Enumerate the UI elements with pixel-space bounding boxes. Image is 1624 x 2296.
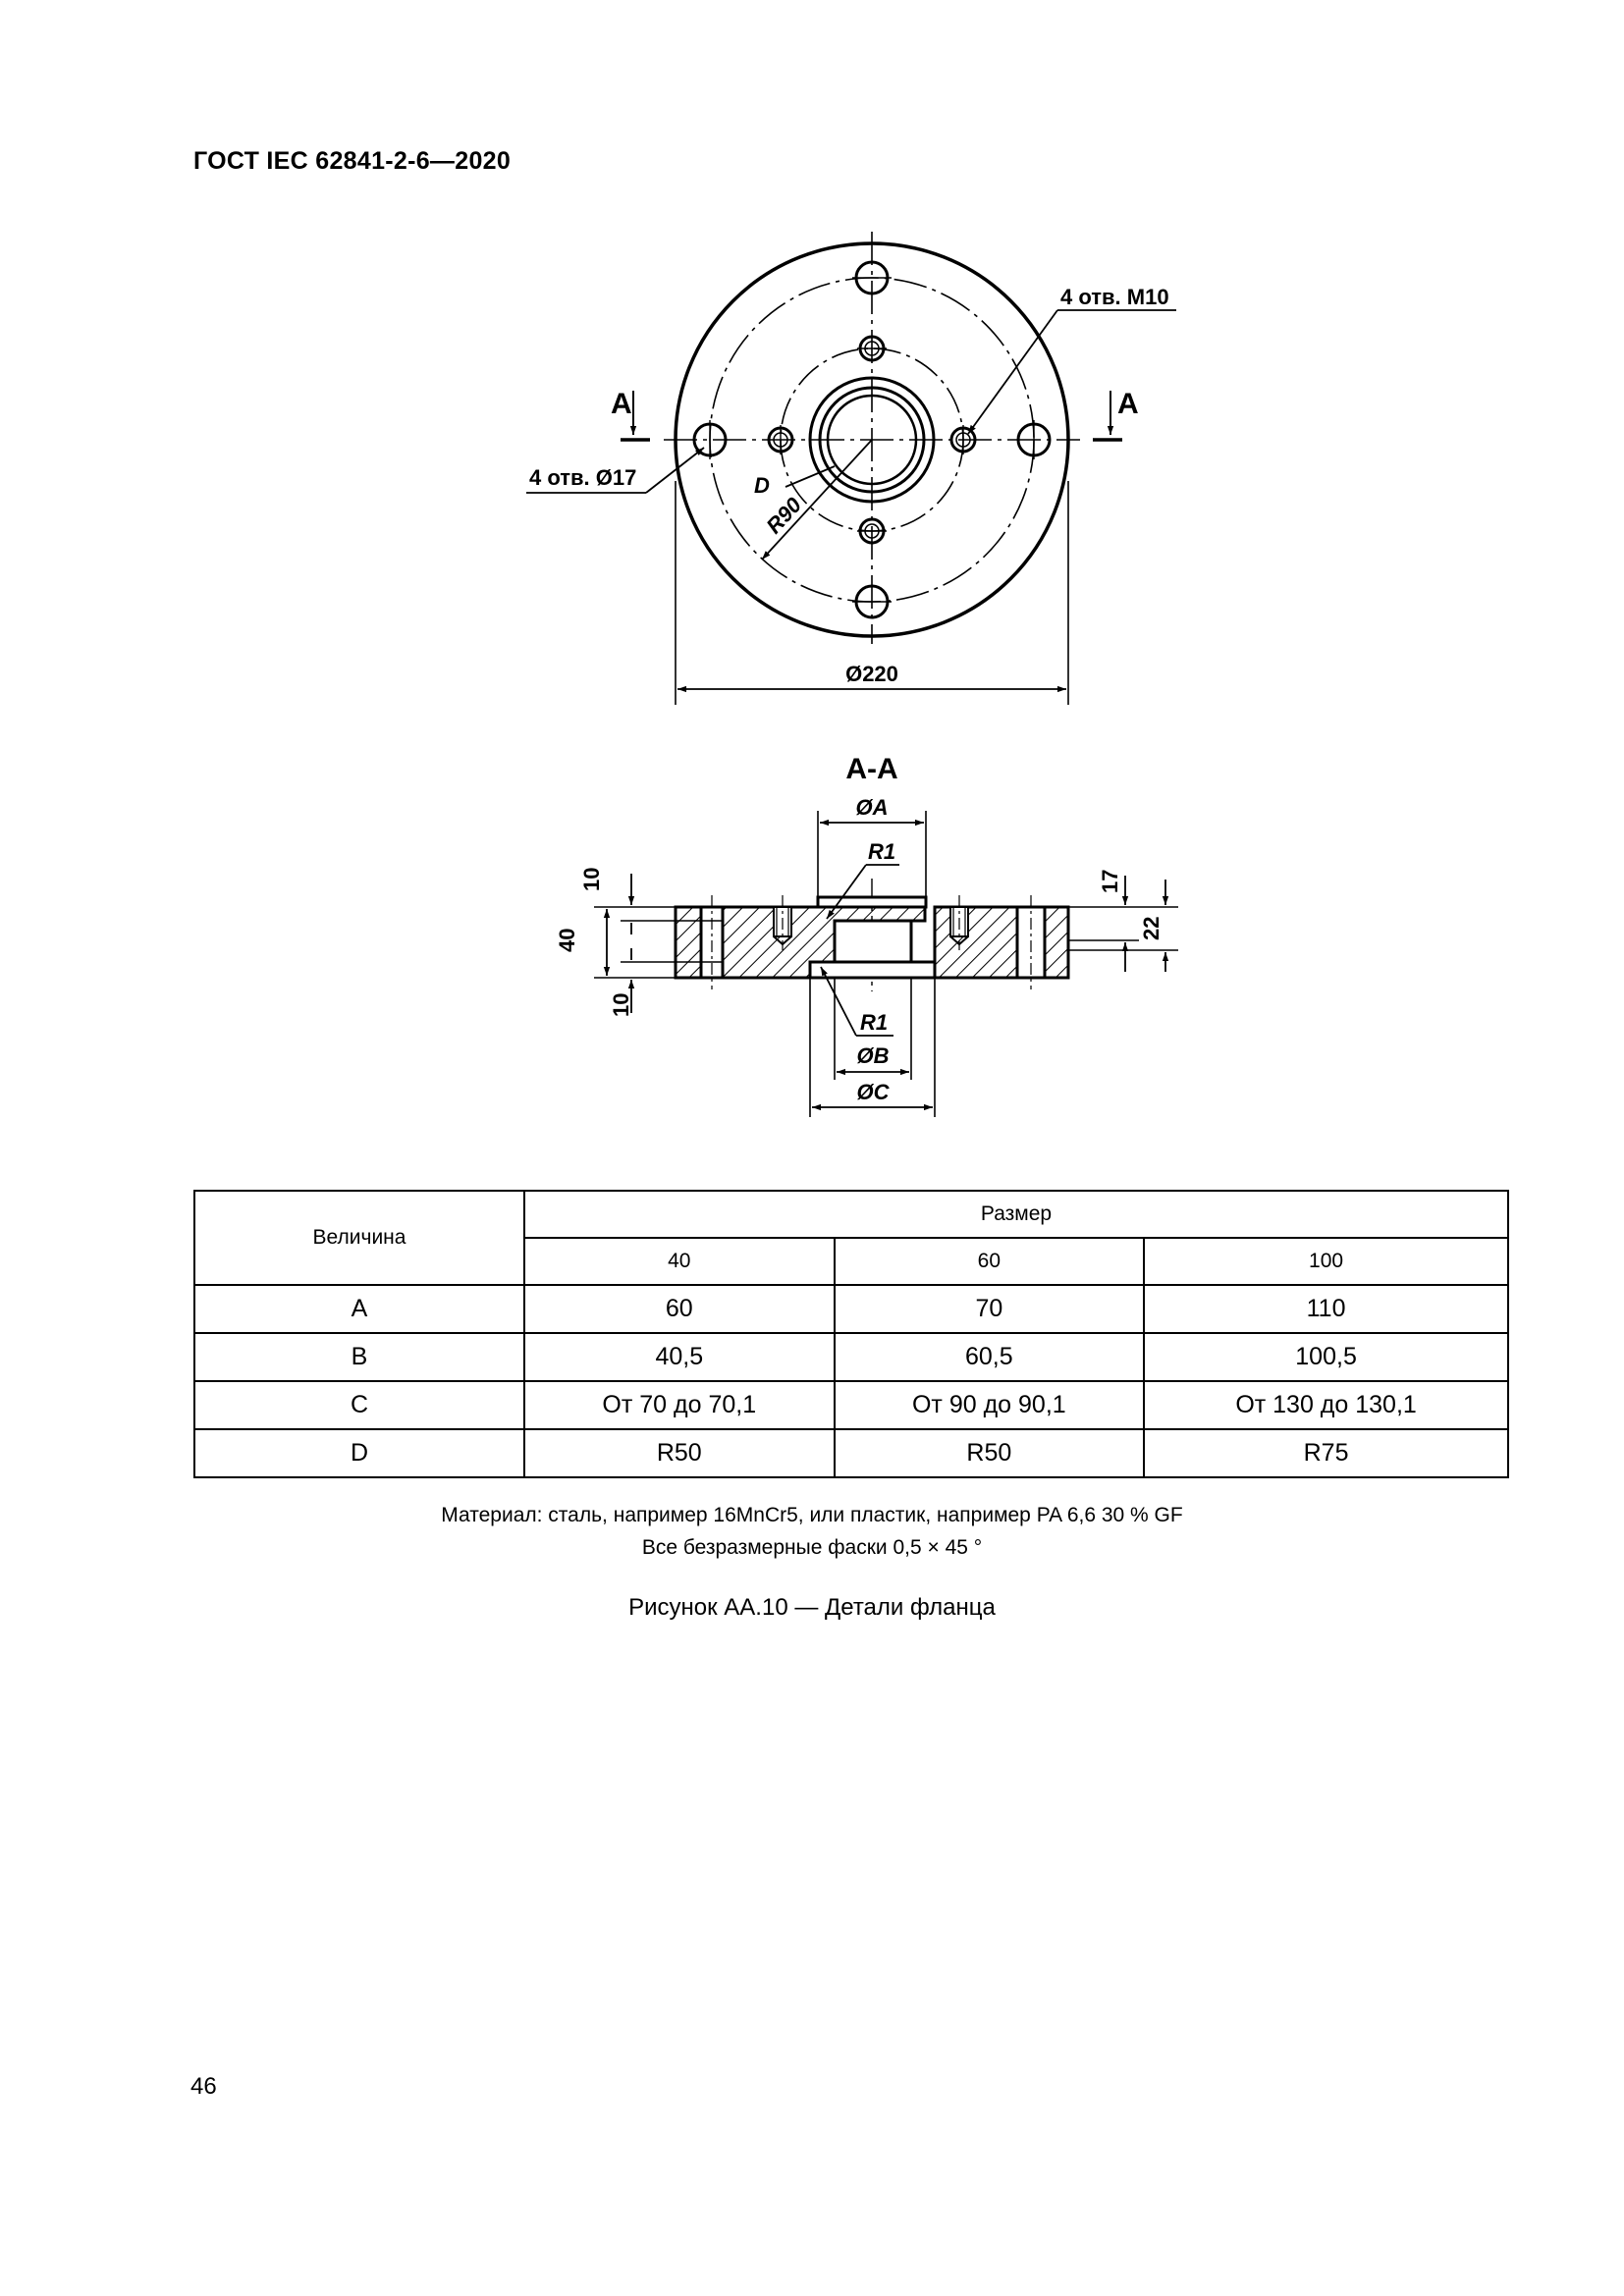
row-name: C [194, 1381, 524, 1429]
svg-text:17: 17 [1098, 869, 1122, 893]
material-note: Материал: сталь, например 16MnCr5, или пластик, например PA 6,6 30 % GF [441, 1504, 1183, 1526]
table-cell: 60 [524, 1285, 835, 1333]
row-name: D [194, 1429, 524, 1477]
row-name: B [194, 1333, 524, 1381]
right-dimensions [1068, 870, 1178, 972]
table-cell: 100,5 [1144, 1333, 1508, 1381]
plan-view [526, 232, 1176, 705]
table-cell: От 90 до 90,1 [835, 1381, 1145, 1429]
size-40: 40 [524, 1238, 835, 1285]
svg-text:R1: R1 [868, 839, 896, 864]
table-row [194, 1285, 1508, 1333]
page-number: 46 [190, 2073, 217, 2100]
table-cell: 70 [835, 1285, 1145, 1333]
svg-text:10: 10 [609, 992, 633, 1017]
dimensions-table [193, 1190, 1509, 1478]
flange-section-body [676, 897, 1068, 978]
table-row [194, 1333, 1508, 1381]
table-header-row [194, 1191, 1508, 1238]
svg-text:A: A [611, 388, 632, 420]
section-marker-left [611, 388, 650, 440]
svg-text:ØC: ØC [856, 1080, 890, 1104]
size-100: 100 [1144, 1238, 1508, 1285]
svg-text:Ø220: Ø220 [845, 662, 898, 686]
header-quantity: Величина [194, 1191, 524, 1285]
table-row [194, 1381, 1508, 1429]
section-marker-right [1093, 388, 1139, 440]
svg-text:A: A [1117, 388, 1139, 420]
table-cell: От 70 до 70,1 [524, 1381, 835, 1429]
svg-text:R1: R1 [860, 1010, 889, 1035]
table-cell: 60,5 [835, 1333, 1145, 1381]
table-cell: R50 [524, 1429, 835, 1477]
table-cell: 40,5 [524, 1333, 835, 1381]
svg-text:10: 10 [579, 867, 604, 891]
row-name: A [194, 1285, 524, 1333]
svg-text:4 отв. Ø17: 4 отв. Ø17 [529, 465, 637, 490]
svg-text:ØB: ØB [856, 1043, 890, 1068]
svg-text:R90: R90 [761, 492, 807, 539]
svg-text:ØA: ØA [855, 795, 889, 820]
m10-holes-callout [968, 285, 1176, 434]
chamfer-note: Все безразмерные фаски 0,5 × 45 ° [641, 1536, 983, 1559]
table-cell: R50 [835, 1429, 1145, 1477]
svg-text:22: 22 [1139, 916, 1164, 940]
header-size: Размер [524, 1191, 1508, 1238]
table-cell: От 130 до 130,1 [1144, 1381, 1508, 1429]
svg-text:40: 40 [555, 928, 579, 952]
section-title: A-A [845, 753, 898, 785]
table-cell: 110 [1144, 1285, 1508, 1333]
figure-caption: Рисунок АА.10 — Детали фланца [628, 1594, 996, 1621]
svg-text:D: D [754, 473, 770, 498]
svg-text:4 отв. M10: 4 отв. M10 [1060, 285, 1169, 309]
document-code: ГОСТ IEC 62841-2-6—2020 [193, 147, 512, 175]
size-60: 60 [835, 1238, 1145, 1285]
table-cell: R75 [1144, 1429, 1508, 1477]
table-row [194, 1429, 1508, 1477]
section-view [555, 753, 1178, 1117]
